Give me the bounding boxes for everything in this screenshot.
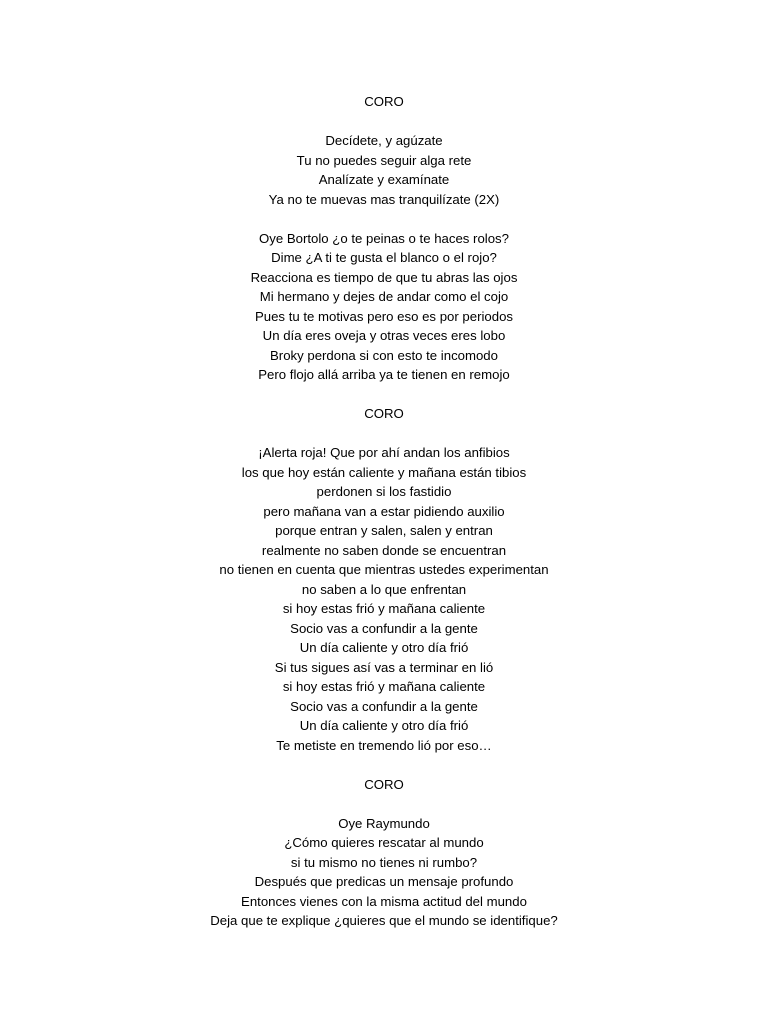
text-line: Si tus sigues así vas a terminar en lió [274,659,494,675]
stanza-verse-3 [0,814,768,931]
stanza-gap [0,755,768,775]
text-line: Reacciona es tiempo de que tu abras las ojos [250,269,518,285]
text-line: CORO [364,406,404,421]
text-line: Dime ¿A ti te gusta el blanco o el rojo? [271,250,497,265]
text-line: Tu no puedes seguir alga rete [296,152,472,168]
chorus-marker-3 [0,775,768,795]
text-line: Analízate y examínate [318,172,450,187]
text-line: los que hoy están caliente y mañana están tibios [241,464,527,480]
text-line: Te metiste en tremendo lió por eso… [276,737,492,753]
text-line: pero mañana van a estar pidiendo auxilio [263,503,505,519]
text-line: CORO [364,776,404,792]
text-line: Decídete, y agúzate [325,133,443,148]
stanza-chorus [0,131,768,209]
text-line: Mi hermano y dejes de andar como el cojo [259,289,509,304]
text-line: Oye Raymundo [338,815,430,831]
text-line: Después que predicas un mensaje profundo [254,874,514,889]
text-line: Ya no te muevas mas tranquilízate (2X) [268,191,500,207]
stanza-gap [0,209,768,229]
text-line: si tu mismo no tienes ni rumbo? [290,854,478,870]
text-line: Socio vas a confundir a la gente [290,698,478,714]
text-line: Un día caliente y otro día frió [299,640,469,655]
text-line: porque entran y salen, salen y entran [275,523,493,538]
text-line: Entonces vienes con la misma actitud del mundo [241,893,527,909]
text-line: Socio vas a confundir a la gente [290,620,478,636]
text-line: Un día caliente y otro día frió [299,718,469,733]
text-line: Deja que te explique ¿quieres que el mundo se identifique? [210,913,558,928]
text-line: ¿Cómo quieres rescatar al mundo [284,835,484,850]
text-line: Pero flojo allá arriba ya te tienen en remojo [258,367,510,382]
stanza-gap [0,385,768,405]
stanza-gap [0,112,768,132]
text-line: Broky perdona si con esto te incomodo [270,347,498,363]
text-line: ¡Alerta roja! Que por ahí andan los anfibios [258,445,510,460]
stanza-gap [0,424,768,444]
stanza-verse-1 [0,229,768,385]
text-line: si hoy estas frió y mañana caliente [282,679,486,694]
stanza-verse-2 [0,443,768,755]
text-line: Pues tu te motivas pero eso es por periodos [254,308,514,324]
text-line: CORO [364,94,404,109]
text-line: no saben a lo que enfrentan [301,581,467,597]
text-line: perdonen si los fastidio [316,484,452,499]
text-line: no tienen en cuenta que mientras ustedes experimentan [219,562,549,577]
stanza-gap [0,794,768,814]
chorus-marker-2 [0,404,768,424]
lyrics-body [0,92,768,931]
text-line: Un día eres oveja y otras veces eres lobo [262,328,506,343]
text-line: Oye Bortolo ¿o te peinas o te haces rolos? [259,230,509,246]
text-line: si hoy estas frió y mañana caliente [282,601,486,616]
chorus-marker-1 [0,92,768,112]
text-line: realmente no saben donde se encuentran [261,542,507,558]
